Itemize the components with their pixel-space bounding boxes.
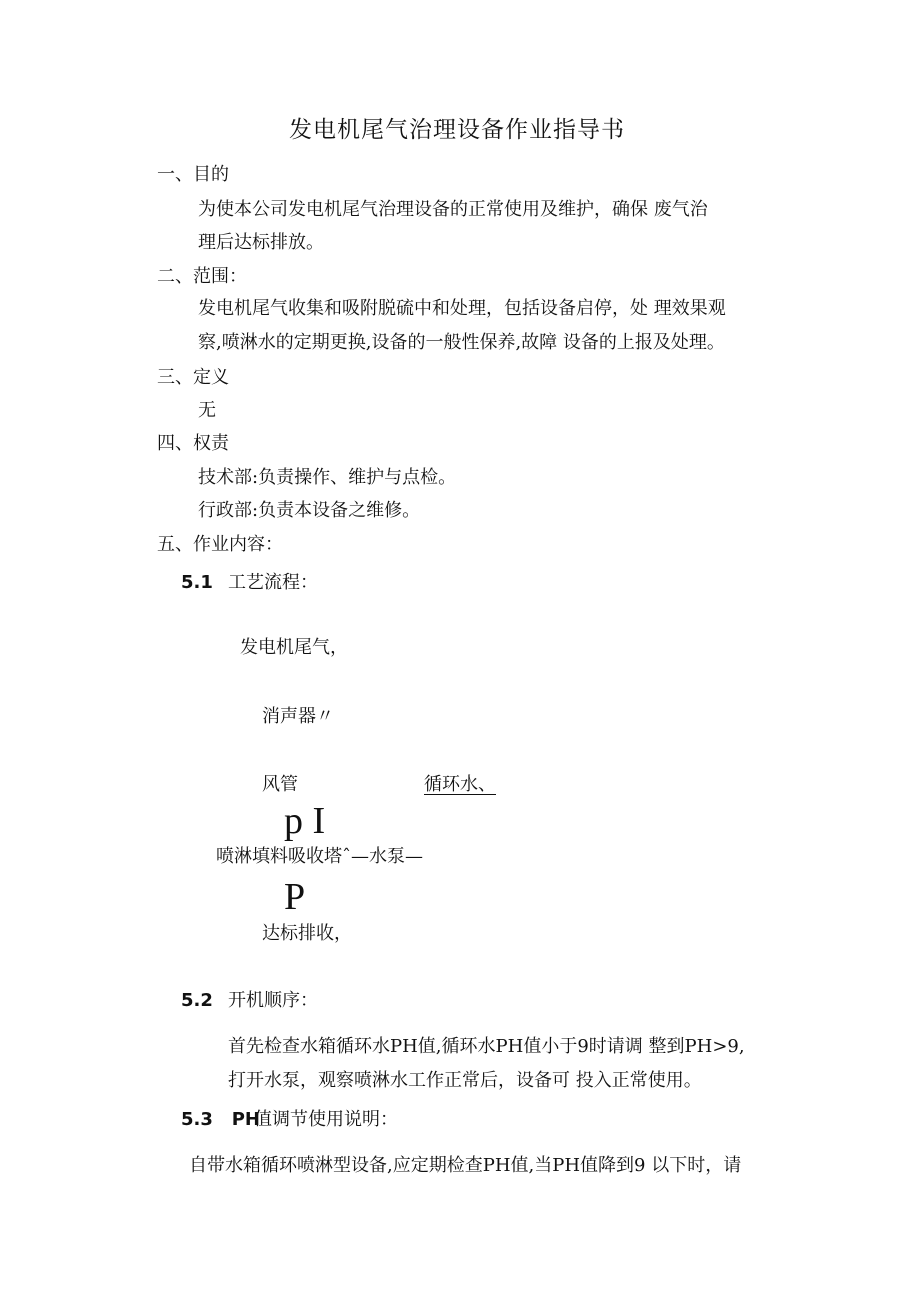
flow-step-discharge: 达标排收， [262, 923, 352, 944]
subsection-5-3-label: 值调节使用说明： [254, 1109, 398, 1130]
flow-step-air-duct: 风管 [262, 774, 298, 795]
flow-circulating-water: 循环水、 [424, 774, 496, 795]
section-content-heading: 五、作业内容： [157, 534, 283, 555]
section-purpose-heading: 一、目的 [157, 164, 229, 185]
subsection-5-3-number [181, 1108, 260, 1132]
section-scope-text-line2: 察,喷淋水的定期更换,设备的一般性保养,故障 设备的上报及处理。 [198, 332, 725, 353]
section-definition-heading: 三、定义 [157, 367, 229, 388]
section-scope-heading: 二、范围： [157, 266, 247, 287]
subsection-5-1-number: 5.1 [181, 572, 213, 593]
subsection-5-2-label: 开机顺序： [228, 990, 318, 1011]
flow-step-muffler: 消声器〃 [262, 706, 334, 727]
subsection-5-1-label: 工艺流程： [228, 572, 318, 593]
subsection-5-2-number: 5.2 [181, 990, 213, 1011]
section-definition-text: 无 [198, 400, 216, 421]
subsection-5-3-num: 5.3 [181, 1109, 213, 1130]
subsection-5-3-line1: 自带水箱循环喷淋型设备,应定期检查PH值,当PH值降到9 以下时，请 [189, 1155, 742, 1176]
flow-step-spray-tower: 喷淋填料吸收塔ˆ—水泵— [216, 846, 423, 867]
section-scope-text-line1: 发电机尾气收集和吸附脱硫中和处理，包括设备启停，处 理效果观 [198, 298, 726, 319]
section-purpose-text-line1: 为使本公司发电机尾气治理设备的正常使用及维护，确保 废气治 [198, 199, 708, 220]
flow-step-generator-exhaust: 发电机尾气， [240, 637, 348, 658]
subsection-5-3-ph: PH [231, 1109, 260, 1130]
subsection-5-2-line2: 打开水泵，观察喷淋水工作正常后，设备可 投入正常使用。 [228, 1070, 702, 1091]
section-duties-line2: 行政部:负责本设备之维修。 [198, 500, 421, 521]
flow-glyph-1: p I [284, 800, 326, 842]
document-title: 发电机尾气治理设备作业指导书 [289, 117, 625, 143]
section-duties-line1: 技术部:负责操作、维护与点检。 [198, 467, 457, 488]
section-duties-heading: 四、权责 [157, 433, 229, 454]
subsection-5-2-line1: 首先检查水箱循环水PH值,循环水PH值小于9时请调 整到PH>9, [228, 1036, 745, 1057]
flow-glyph-2: P [284, 876, 306, 918]
section-purpose-text-line2: 理后达标排放。 [198, 232, 324, 253]
